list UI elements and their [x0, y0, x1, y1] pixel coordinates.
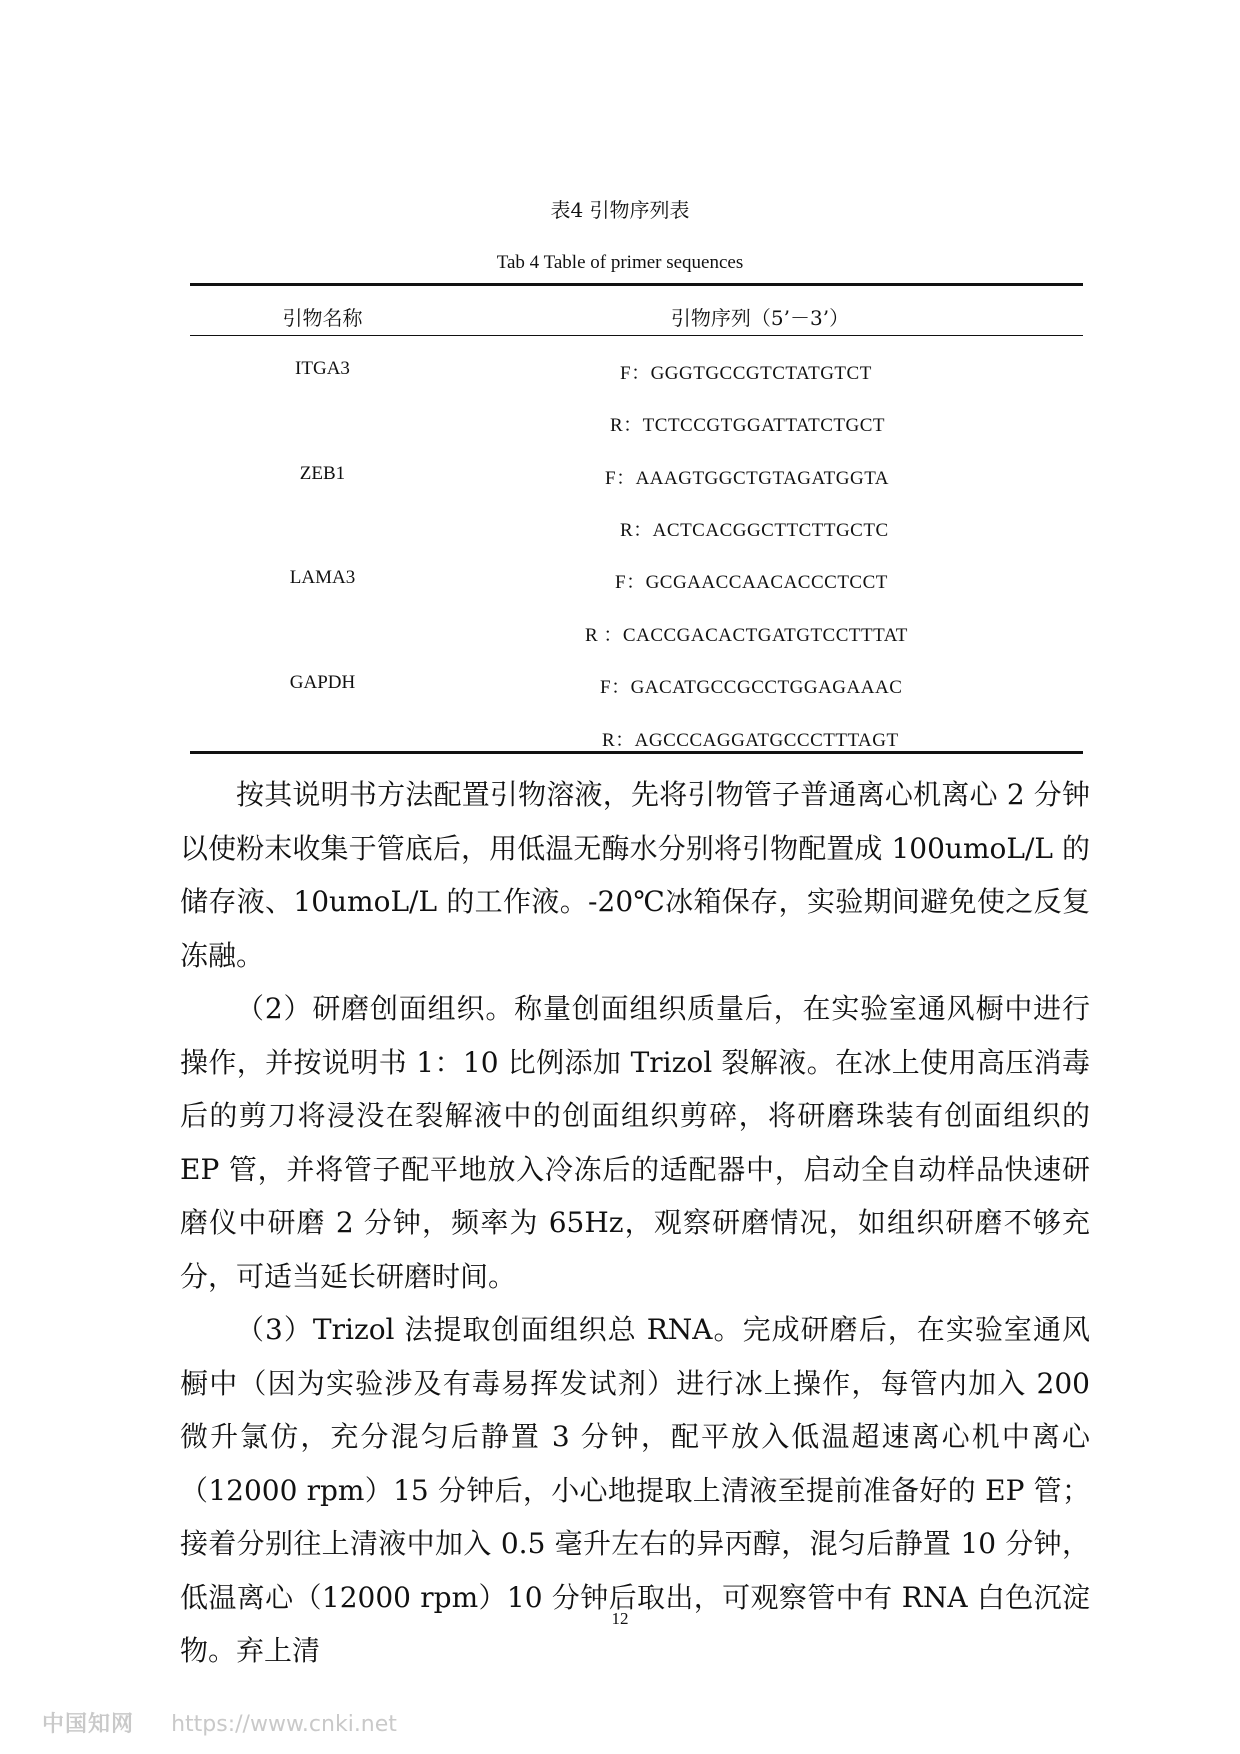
forward-sequence: F：GGGTGCCGTCTATGTCT — [620, 363, 872, 384]
page-number: 12 — [611, 1609, 629, 1628]
gene-name: ZEB1 — [299, 463, 346, 484]
primer-row-gapdh-forward — [190, 672, 1083, 712]
gene-name: LAMA3 — [289, 567, 356, 588]
table-caption-cn: 表4 引物序列表 — [550, 198, 690, 222]
reverse-sequence: R：ACTCACGGCTTCTTGCTC — [620, 520, 889, 541]
reverse-sequence: R：TCTCCGTGGATTATCTGCT — [610, 415, 885, 436]
primer-row-zeb1-forward — [190, 463, 1083, 503]
paragraph: （2）研磨创面组织。称量创面组织质量后，在实验室通风橱中进行操作，并按说明书 1：10 比例添加 Trizol 裂解液。在冰上使用高压消毒后的剪刀将浸没在裂解液中的创面组织剪碎，将研磨珠装有创面组织的 EP 管，并将管子配平地放入冷冻后的适配器中，启动全自动样品快速研磨仪中研磨 2 分钟，频率为 65Hz，观察研磨情况，如组织研磨不够充分，可适当延长研磨时间。 — [180, 992, 1090, 1293]
forward-sequence: F：GCGAACCAACACCCTCCT — [615, 572, 888, 593]
paragraph: （3）Trizol 法提取创面组织总 RNA。完成研磨后，在实验室通风橱中（因为实验涉及有毒易挥发试剂）进行冰上操作，每管内加入 200 微升氯仿，充分混匀后静置 3 分钟，配平放入低温超速离心机中离心（12000 rpm）15 分钟后，小心地提取上清液至提前准备好的 EP 管；接着分别往上清液中加入 0.5 毫升左右的异丙醇，混匀后静置 10 分钟，低温离心（12000 rpm）10 分钟后取出，可观察管中有 RNA 白色沉淀物。弃上清 — [180, 1313, 1090, 1667]
table-bottom-rule — [190, 751, 1083, 754]
reverse-sequence: R ：CACCGACACTGATGTCCTTTAT — [585, 625, 908, 646]
cnki-watermark — [42, 1707, 397, 1738]
table-top-rule — [190, 283, 1083, 286]
cnki-url: https://www.cnki.net — [171, 1712, 397, 1737]
cnki-logo-text: 中国知网 — [42, 1712, 135, 1737]
body-text — [180, 768, 1090, 1678]
forward-sequence: F：AAAGTGGCTGTAGATGGTA — [605, 468, 889, 489]
forward-sequence: F：GACATGCCGCCTGGAGAAAC — [600, 677, 903, 698]
table-caption-en: Tab 4 Table of primer sequences — [496, 252, 744, 273]
primer-row-lama3-reverse — [190, 620, 1083, 660]
table-header-rule — [190, 335, 1083, 336]
gene-name: GAPDH — [289, 672, 356, 693]
reverse-sequence: R：AGCCCAGGATGCCCTTTAGT — [602, 730, 899, 751]
primer-row-lama3-forward — [190, 567, 1083, 607]
primer-row-itga3-forward — [190, 358, 1083, 398]
header-primer-sequence: 引物序列（5’－3’） — [670, 306, 850, 330]
paragraph: 按其说明书方法配置引物溶液，先将引物管子普通离心机离心 2 分钟以使粉末收集于管底后，用低温无酶水分别将引物配置成 100umoL/L 的储存液、10umoL/L 的工作液。-20℃冰箱保存，实验期间避免使之反复冻融。 — [180, 778, 1090, 972]
gene-name: ITGA3 — [295, 358, 350, 379]
header-primer-name: 引物名称 — [282, 306, 363, 330]
primer-row-zeb1-reverse — [190, 515, 1083, 555]
primer-row-itga3-reverse — [190, 410, 1083, 450]
primer-row-gapdh-reverse — [190, 725, 1083, 765]
